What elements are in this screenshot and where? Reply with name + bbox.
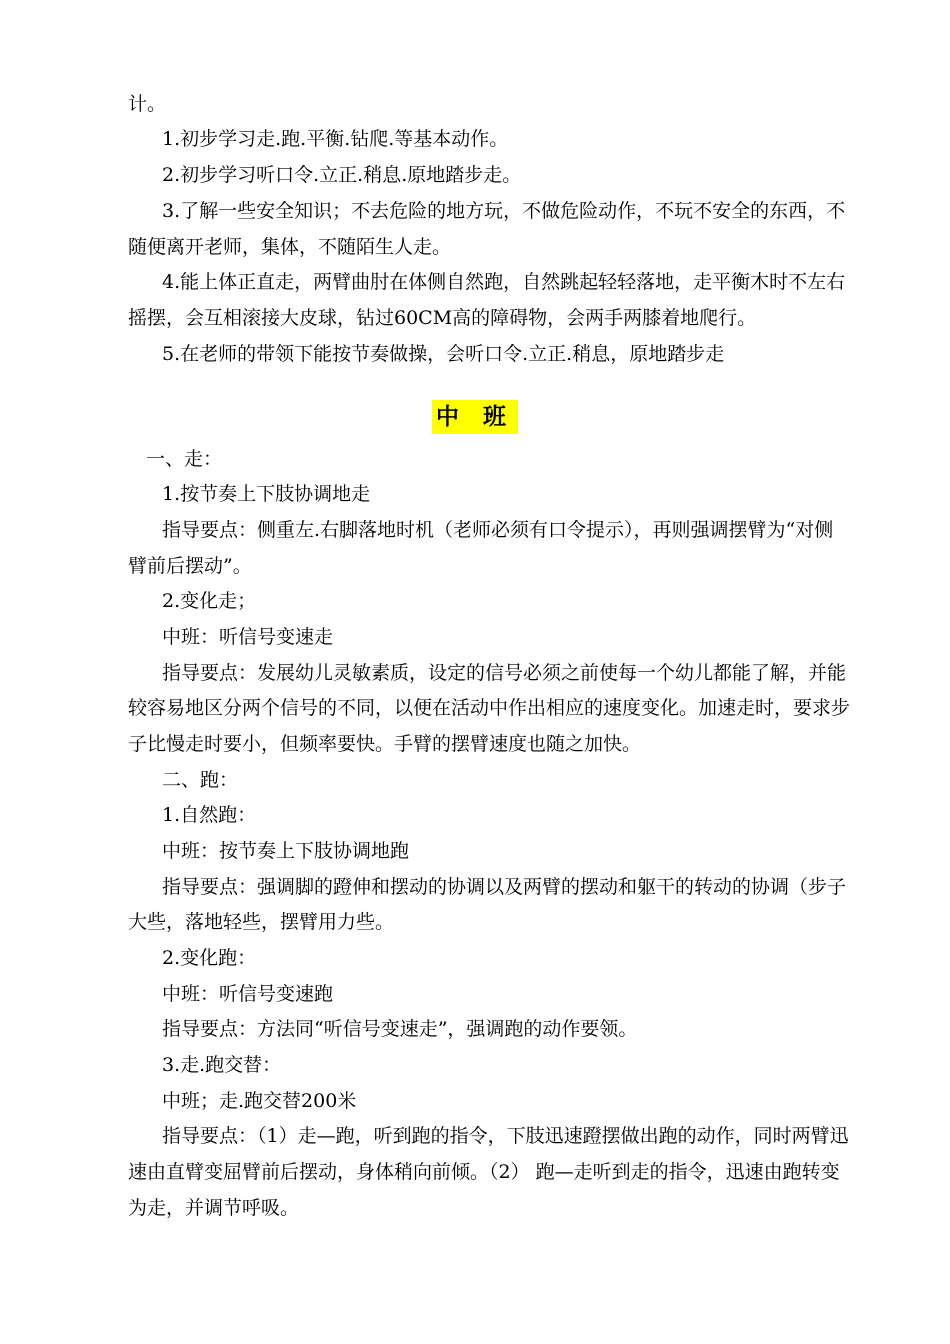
walk-guide-2-line-2: 较容易地区分两个信号的不同，以便在活动中作出相应的速度变化。加速走时，要求步 xyxy=(128,697,851,719)
walk-guide-1-line-1: 指导要点：侧重左.右脚落地时机（老师必须有口令提示），再则强调摆臂为“对侧 xyxy=(162,519,834,541)
goal-item-3-line-2: 随便离开老师，集体，不随陌生人走。 xyxy=(128,236,452,258)
run-guide-3-line-2: 速由直臂变屈臂前后摆动，身体稍向前倾。（2） 跑—走听到走的指令，迅速由跑转变 xyxy=(128,1161,840,1183)
walk-guide-1-line-2: 臂前后摆动”。 xyxy=(128,555,252,577)
run-class-3: 中班；走.跑交替200米 xyxy=(162,1090,357,1112)
walk-item-2: 2.变化走； xyxy=(162,590,257,612)
run-guide-3-line-1: 指导要点：（1）走—跑，听到跑的指令，下肢迅速蹬摆做出跑的动作，同时两臂迅 xyxy=(162,1125,849,1147)
paragraph-continuation: 计。 xyxy=(128,93,167,115)
heading-walk: 一、走： xyxy=(146,448,223,470)
walk-item-1: 1.按节奏上下肢协调地走 xyxy=(162,483,371,505)
heading-run: 二、跑： xyxy=(162,769,239,791)
walk-class-2: 中班：听信号变速走 xyxy=(162,626,334,648)
goal-item-2: 2.初步学习听口令.立正.稍息.原地踏步走。 xyxy=(162,164,522,186)
run-guide-1-line-1: 指导要点：强调脚的蹬伸和摆动的协调以及两臂的摆动和躯干的转动的协调（步子 xyxy=(162,876,847,898)
goal-item-1: 1.初步学习走.跑.平衡.钻爬.等基本动作。 xyxy=(162,128,509,150)
goal-item-3-line-1: 3.了解一些安全知识；不去危险的地方玩，不做危险动作，不玩不安全的东西，不 xyxy=(162,200,846,222)
goal-item-4-line-1: 4.能上体正直走，两臂曲肘在体侧自然跑，自然跳起轻轻落地，走平衡木时不左右 xyxy=(162,271,846,293)
run-guide-2: 指导要点：方法同“听信号变速走”，强调跑的动作要领。 xyxy=(162,1018,638,1040)
run-class-1: 中班：按节奏上下肢协调地跑 xyxy=(162,840,410,862)
run-guide-1-line-2: 大些，落地轻些，摆臂用力些。 xyxy=(128,911,395,933)
section-title xyxy=(0,400,950,434)
goal-item-5: 5.在老师的带领下能按节奏做操，会听口令.立正.稍息，原地踏步走 xyxy=(162,343,725,365)
section-title-text: 中 班 xyxy=(432,400,518,434)
run-guide-3-line-3: 为走，并调节呼吸。 xyxy=(128,1197,300,1219)
run-item-3: 3.走.跑交替： xyxy=(162,1054,282,1076)
walk-guide-2-line-1: 指导要点：发展幼儿灵敏素质，设定的信号必须之前使每一个幼儿都能了解，并能 xyxy=(162,662,847,684)
run-class-2: 中班：听信号变速跑 xyxy=(162,983,334,1005)
goal-item-4-line-2: 摇摆，会互相滚接大皮球，钻过60CM高的障碍物，会两手两膝着地爬行。 xyxy=(128,307,757,329)
run-item-2: 2.变化跑： xyxy=(162,947,257,969)
run-item-1: 1.自然跑： xyxy=(162,804,257,826)
walk-guide-2-line-3: 子比慢走时要小，但频率要快。手臂的摆臂速度也随之加快。 xyxy=(128,733,642,755)
